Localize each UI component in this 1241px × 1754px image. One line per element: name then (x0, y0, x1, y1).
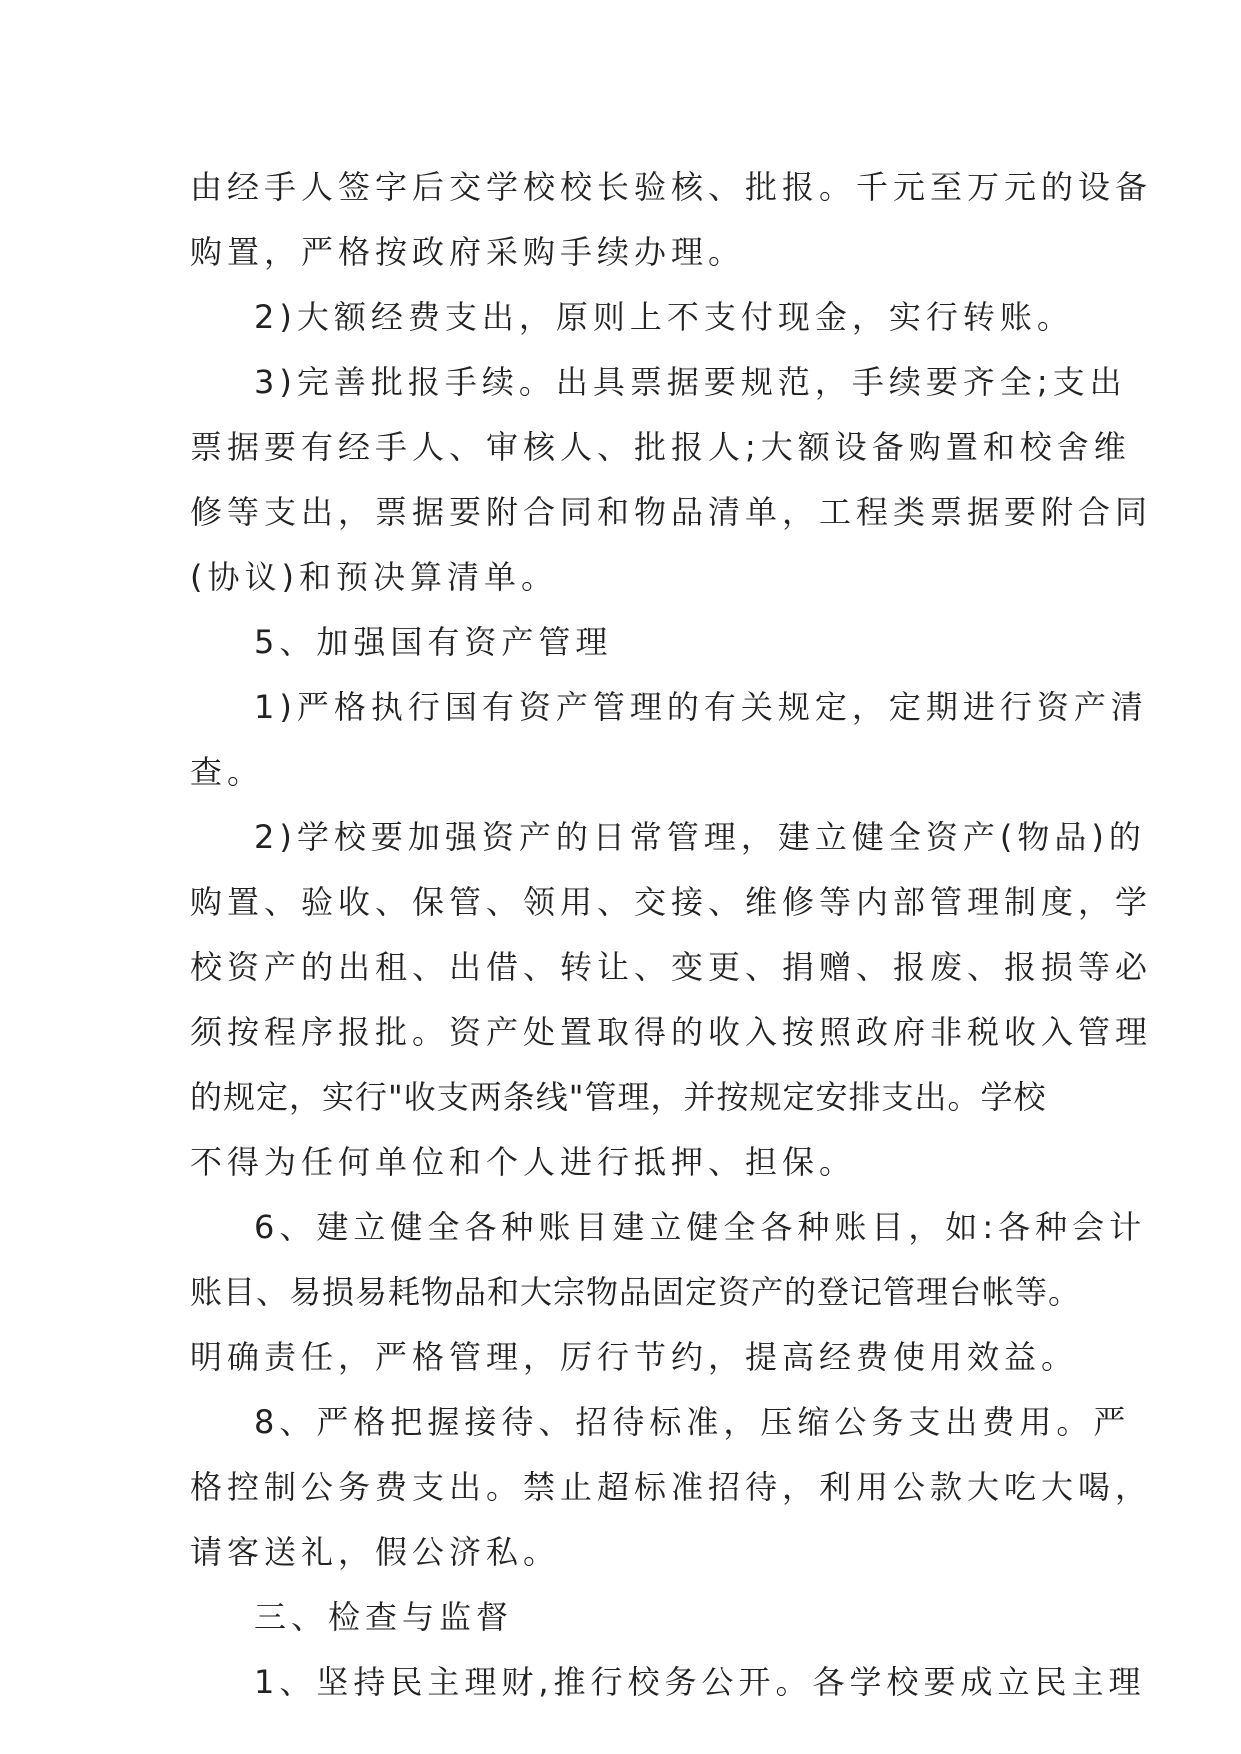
text-line: 格控制公务费支出。禁止超标准招待，利用公款大吃大喝， (190, 1468, 1153, 1506)
text-line: 账目、易损易耗物品和大宗物品固定资产的登记管理台帐等。 (190, 1273, 1082, 1311)
text-line: 由经手人签字后交学校校长验核、批报。千元至万元的设备 (190, 168, 1153, 206)
text-line: 明确责任，严格管理，厉行节约，提高经费使用效益。 (190, 1338, 1079, 1376)
text-line: 校资产的出租、出借、转让、变更、捐赠、报废、报损等必 (190, 948, 1153, 986)
text-line: 修等支出，票据要附合同和物品清单，工程类票据要附合同 (190, 493, 1153, 531)
text-line: 1)严格执行国有资产管理的有关规定，定期进行资产清 (254, 688, 1148, 726)
text-line: 购置，严格按政府采购手续办理。 (190, 233, 746, 271)
text-line: 不得为任何单位和个人进行抵押、担保。 (190, 1143, 857, 1181)
text-line: (协议)和预决算清单。 (190, 558, 558, 596)
text-line: 请客送礼，假公济私。 (190, 1533, 561, 1571)
document-body (190, 155, 1153, 1715)
text-line: 3)完善批报手续。出具票据要规范，手续要齐全;支出 (254, 363, 1127, 401)
section-heading: 三、检查与监督 (254, 1598, 514, 1636)
text-line: 购置、验收、保管、领用、交接、维修等内部管理制度，学 (190, 883, 1153, 921)
text-line: 2)大额经费支出，原则上不支付现金，实行转账。 (254, 298, 1074, 336)
section-heading: 5、加强国有资产管理 (254, 623, 613, 661)
text-line: 8、严格把握接待、招待标准，压缩公务支出费用。严 (254, 1403, 1131, 1441)
text-line: 2)学校要加强资产的日常管理，建立健全资产(物品)的 (254, 818, 1146, 856)
text-line: 须按程序报批。资产处置取得的收入按照政府非税收入管理 (190, 1013, 1153, 1051)
text-line: 票据要有经手人、审核人、批报人;大额设备购置和校舍维 (190, 428, 1131, 466)
text-line: 查。 (190, 753, 265, 791)
text-line: 的规定，实行"收支两条线"管理，并按规定安排支出。学校 (190, 1078, 1047, 1116)
text-line: 1、坚持民主理财,推行校务公开。各学校要成立民主理 (254, 1663, 1146, 1701)
text-line: 6、建立健全各种账目建立健全各种账目，如:各种会计 (254, 1208, 1147, 1246)
